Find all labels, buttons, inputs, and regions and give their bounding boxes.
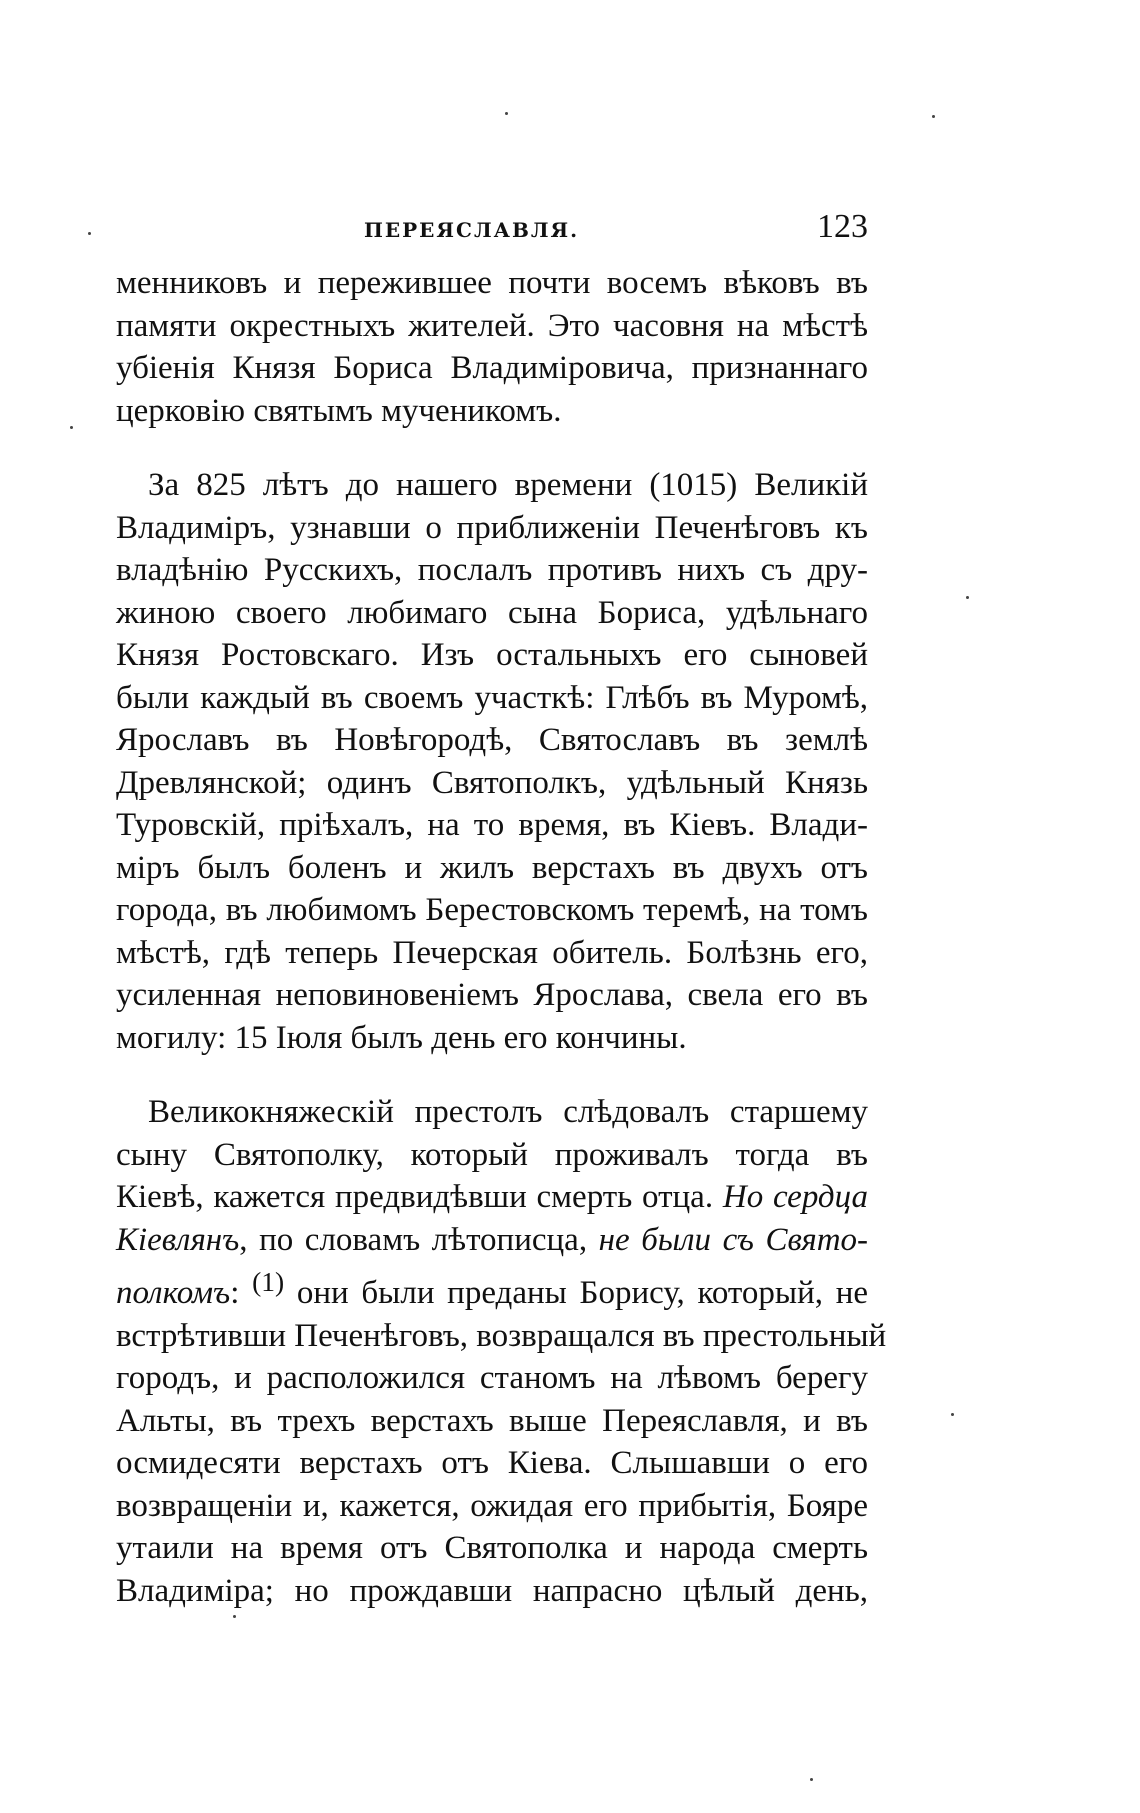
italic-phrase: не были съ Свято- xyxy=(598,1221,869,1258)
text-line: утаили на время отъ Святополка и народа смерть xyxy=(116,1530,868,1566)
text-segment: по словамъ лѣтописца, xyxy=(259,1221,588,1258)
text-line: За 825 лѣтъ до нашего времени (1015) Великій xyxy=(148,467,868,503)
text-line: могилу: 15 Іюля былъ день его кончины. xyxy=(116,1019,687,1056)
text-line: Владиміра; но прождавши напрасно цѣлый день, xyxy=(116,1572,868,1609)
text-line: возвращеніи и, кажется, ожидая его прибытія, Бояре xyxy=(116,1487,868,1524)
italic-phrase: Но сердца xyxy=(722,1179,868,1215)
scan-speck xyxy=(966,596,969,599)
text-line: Древлянской; одинъ Святополкъ, удѣльный Князь xyxy=(116,764,868,801)
text-block xyxy=(116,262,887,1612)
text-line: жиною своего любимаго сына Бориса, удѣльнаго xyxy=(116,594,868,631)
text-line: Великокняжескій престолъ слѣдовалъ старшему xyxy=(148,1094,868,1130)
text-line: Альты, въ трехъ верстахъ выше Переяславля, и въ xyxy=(116,1402,868,1439)
text-segment: Кіевѣ, кажется предвидѣвши смерть отца. xyxy=(116,1179,714,1215)
scan-speck xyxy=(505,112,508,115)
page-number: 123 xyxy=(817,208,868,245)
scan-speck xyxy=(88,232,91,235)
text-line: менниковъ и пережившее почти восемъ вѣковъ въ xyxy=(116,265,868,301)
text-line: Кіевлянъ, по словамъ лѣтописца, не были съ Свято- xyxy=(116,1221,869,1258)
text-line: полкомъ: $^{(1)}$ они были преданы Борису, который, не xyxy=(116,1266,869,1311)
text-line: Владиміръ, узнавши о приближеніи Печенѣговъ къ xyxy=(116,509,868,546)
text-line: церковію святымъ мученикомъ. xyxy=(116,392,562,429)
running-title: ПЕРЕЯСЛАВЛЯ. xyxy=(364,218,580,242)
text-line: города, въ любимомъ Берестовскомъ теремѣ, на томъ xyxy=(116,892,868,928)
text-line: мѣстѣ, гдѣ теперь Печерская обитель. Болѣзнь его, xyxy=(116,934,868,971)
text-line: сыну Святополку, который проживалъ тогда въ xyxy=(116,1136,868,1173)
text-line: Князя Ростовскаго. Изъ остальныхъ его сыновей xyxy=(116,637,868,673)
text-line: усиленная неповиновеніемъ Ярослава, свела его въ xyxy=(116,977,868,1013)
scan-speck xyxy=(70,426,73,429)
scan-speck xyxy=(233,1615,236,1618)
text-line: осмидесяти верстахъ отъ Кіева. Слышавши о его xyxy=(116,1445,868,1481)
text-line: Ярославъ въ Новѣгородѣ, Святославъ въ землѣ xyxy=(116,722,868,758)
italic-phrase: полкомъ xyxy=(116,1275,231,1311)
paragraph-3 xyxy=(116,1091,887,1612)
scan-speck xyxy=(810,1778,813,1781)
text-line: встрѣтивши Печенѣговъ, возвращался въ престольный xyxy=(116,1317,887,1354)
footnote-reference: (1) xyxy=(252,1266,285,1297)
paragraph-2 xyxy=(116,464,868,1059)
running-head xyxy=(116,208,868,252)
text-line: владѣнію Русскихъ, послалъ противъ нихъ съ дру- xyxy=(116,552,868,588)
text-line: были каждый въ своемъ участкѣ: Глѣбъ въ Муромѣ, xyxy=(116,679,868,716)
text-line: убіенія Князя Бориса Владиміровича, признаннаго xyxy=(116,350,868,386)
text-line xyxy=(116,1176,868,1219)
text-line: Туровскій, пріѣхалъ, на то время, въ Кіевъ. Влади- xyxy=(116,807,868,843)
text-line: городъ, и расположился станомъ на лѣвомъ берегу xyxy=(116,1360,868,1396)
text-segment: они были преданы Борису, который, не xyxy=(296,1275,869,1311)
text-line: памяти окрестныхъ жителей. Это часовня на мѣстѣ xyxy=(116,307,868,344)
scan-speck xyxy=(951,1413,954,1416)
italic-phrase: Кіевлянъ xyxy=(116,1221,240,1258)
text-line: міръ былъ боленъ и жилъ верстахъ въ двухъ отъ xyxy=(116,849,868,886)
paragraph-1 xyxy=(116,262,868,432)
scan-speck xyxy=(932,115,935,118)
